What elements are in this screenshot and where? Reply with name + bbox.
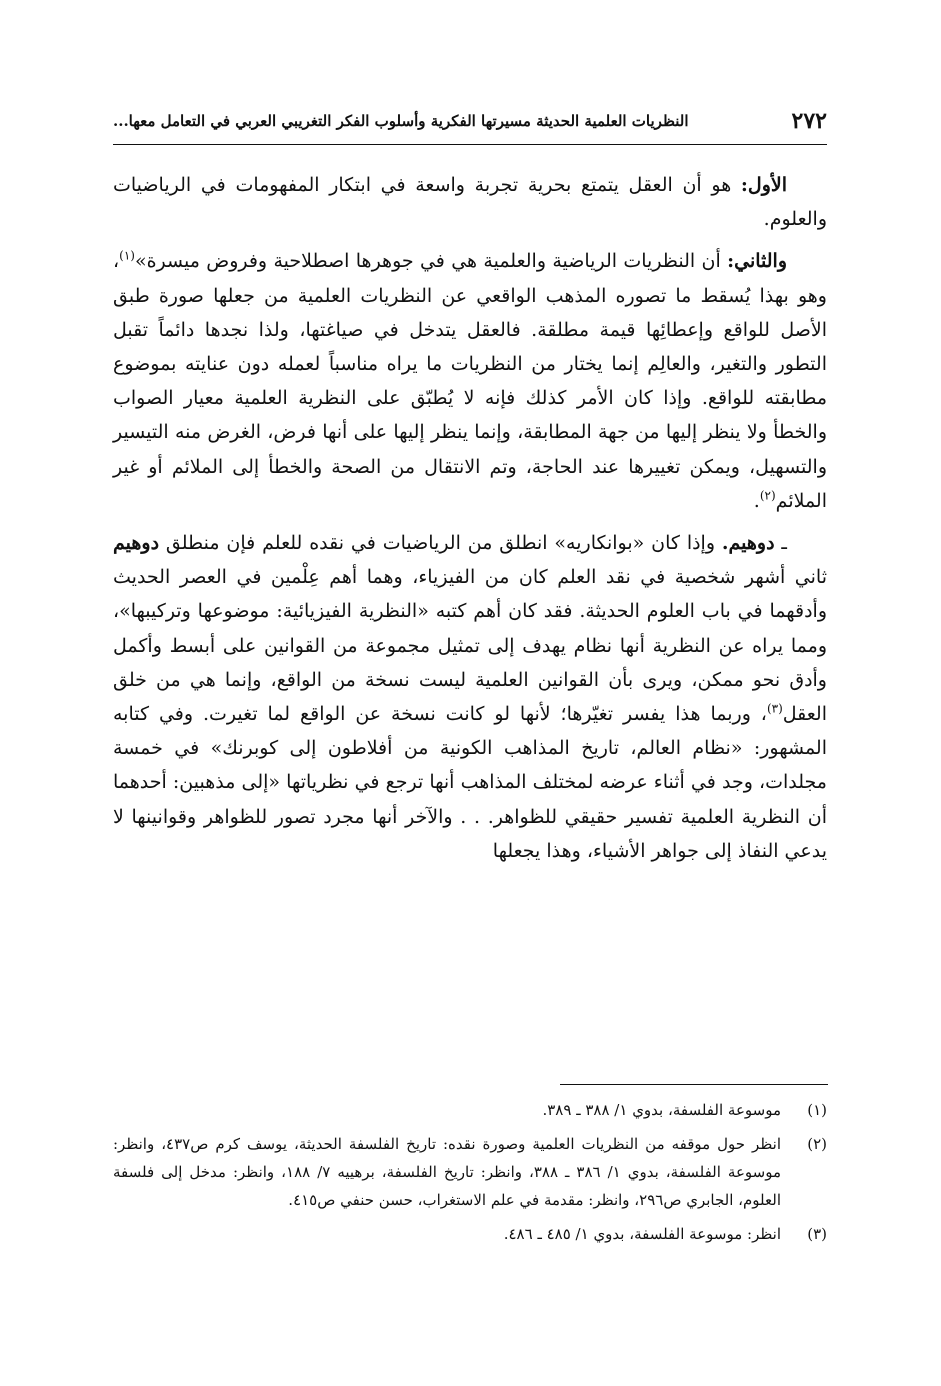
- footnote-text: موسوعة الفلسفة، بدوي ١/ ٣٨٨ ـ ٣٨٩.: [542, 1101, 781, 1119]
- footnote-2: [113, 1130, 827, 1214]
- first-point-lead: الأول:: [740, 174, 787, 196]
- page-number: ٢٧٢: [791, 108, 827, 134]
- second-point-lead: والثاني:: [727, 250, 787, 273]
- duhem-text-b: ثاني أشهر شخصية في نقد العلم كان من الفيزياء، وهما أهم عِلْمين في العصر الحديث وأدقهما في باب العلوم الحديثة. فقد كان أهم كتبه «النظرية الفيزيائية: موضوعها وتركيبها»، ومما يراه عن النظرية أنها نظام يهدف إلى تمثيل مجموعة من القوانين على أبسط وأكمل وأدق نحو ممكن، ويرى بأن القوانين العلمية ليست نسخة من الواقع، وإنما هي من خلق العقل: [113, 566, 827, 726]
- duhem-text-a: وإذا كان «بوانكاريه» انطلق من الرياضيات في نقده للعلم فإن منطلق: [159, 532, 722, 555]
- second-point-text-b: ، وهو بهذا يُسقط ما تصوره المذهب الواقعي عن النظريات العلمية من جعلها صورة طبق الأصل للواقع وإعطائِها قيمة مطلقة. فالعقل يتدخل في صياغتها، ولذا نجدها دائماً تقبل التطور والتغير، والعالِم إنما يختار من النظريات ما يراه مناسباً لعمله دون عنايته بموضوع مطابقته للواقع. وإذا كان الأمر كذلك فإنه لا يُطبّق على النظرية العلمية معيار الصواب والخطأ ولا ينظر إليها من جهة المطابقة، وإنما ينظر إليها على أنها فرض، الغرض منه التيسير والتسهيل، ويمكن تغييرها عند الحاجة، وتم الانتقال من الصحة والخطأ إلى الملائم أو غير الملائم: [113, 250, 827, 512]
- duhem-name: دوهيم: [113, 532, 160, 555]
- duhem-lead: دوهيم.: [721, 532, 775, 555]
- duhem-dash: ـ: [774, 532, 787, 555]
- footnote-ref-1[interactable]: (١): [119, 249, 135, 264]
- running-title: النظريات العلمية الحديثة مسيرتها الفكرية وأسلوب الفكر التغريبي العربي في التعامل معها...: [113, 112, 689, 130]
- duhem-text-c: ، وربما هذا يفسر تغيّرها؛ لأنها لو كانت نسخة عن الواقع لما تغيرت. وفي كتابه المشهور: «نظام العالم، تاريخ المذاهب الكونية من أفلاطون إلى كوبرنك» في خمسة مجلدات، وجد في أثناء عرضه لمختلف المذاهب أنها ترجع في نظرياتها «إلى مذهبين: أحدهما أن النظرية العلمية تفسير حقيقي للظواهر. . . والآخر أنها مجرد تصور للظواهر وقوانينها لا يدعي النفاذ إلى جواهر الأشياء، وهذا يجعلها: [113, 703, 827, 862]
- footnote-mark: (٢): [807, 1135, 827, 1153]
- paragraph-duhem: [113, 526, 827, 868]
- footnote-3: [113, 1220, 827, 1248]
- second-point-text-c: .: [753, 489, 760, 512]
- footnote-ref-3[interactable]: (٣): [766, 701, 783, 716]
- footnote-mark: (٣): [807, 1225, 827, 1243]
- footnote-ref-2[interactable]: (٢): [759, 488, 776, 503]
- footnotes: [113, 1096, 827, 1254]
- main-text: [113, 168, 827, 876]
- footnote-separator: [560, 1084, 828, 1085]
- second-point-text-a: أن النظريات الرياضية والعلمية هي في جوهرها اصطلاحية وفروض ميسرة»: [134, 250, 728, 273]
- paragraph-first-point: [113, 168, 827, 236]
- paragraph-second-point: [113, 244, 827, 518]
- footnote-text: انظر: موسوعة الفلسفة، بدوي ١/ ٤٨٥ ـ ٤٨٦.: [503, 1225, 781, 1243]
- footnote-1: [113, 1096, 827, 1124]
- running-header: [113, 104, 827, 145]
- first-point-text: هو أن العقل يتمتع بحرية تجربة واسعة في ابتكار المفهومات في الرياضيات والعلوم.: [113, 174, 827, 231]
- footnote-mark: (١): [807, 1101, 827, 1119]
- footnote-text: انظر حول موقفه من النظريات العلمية وصورة نقده: تاريخ الفلسفة الحديثة، يوسف كرم ص٤٣٧، وانظر: موسوعة الفلسفة، بدوي ١/ ٣٨٦ ـ ٣٨٨، وانظر: تاريخ الفلسفة، برهييه ٧/ ١٨٨، وانظر: مدخل إلى فلسفة العلوم، الجابري ص٢٩٦، وانظر: مقدمة في علم الاستغراب، حسن حنفي ص٤١٥.: [113, 1135, 781, 1209]
